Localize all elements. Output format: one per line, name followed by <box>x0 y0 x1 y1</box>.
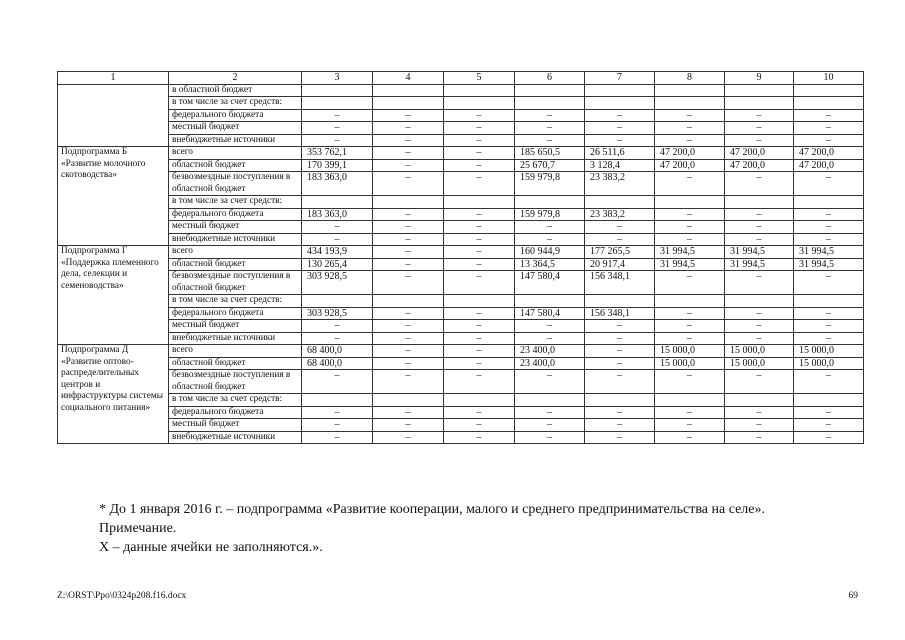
table-cell: – <box>725 233 794 246</box>
table-cell: – <box>585 221 655 234</box>
table-cell: – <box>585 406 655 419</box>
column-header: 9 <box>725 72 794 85</box>
table-row <box>58 320 864 333</box>
table-cell <box>794 97 864 110</box>
row-label: федерального бюджета <box>169 406 302 419</box>
row-label: в том числе за счет средств: <box>169 97 302 110</box>
row-label: федерального бюджета <box>169 208 302 221</box>
table-cell: – <box>302 332 373 345</box>
table-cell <box>725 196 794 209</box>
row-label: всего <box>169 345 302 358</box>
table-cell: 156 348,1 <box>585 307 655 320</box>
table-cell: – <box>515 233 585 246</box>
table-cell: 23 383,2 <box>585 208 655 221</box>
table-cell: 160 944,9 <box>515 246 585 259</box>
row-label: местный бюджет <box>169 221 302 234</box>
subprogram-title: Подпрограмма Д «Развитие оптово-распределительных центров и инфраструктуры системы социального питания» <box>58 345 169 444</box>
table-cell: – <box>794 431 864 444</box>
table-cell: – <box>302 134 373 147</box>
table-cell: 68 400,0 <box>302 357 373 370</box>
table-row <box>58 172 864 196</box>
table-cell: 156 348,1 <box>585 271 655 295</box>
table-cell <box>444 196 515 209</box>
table-cell: – <box>515 419 585 432</box>
table-cell: 15 000,0 <box>655 357 725 370</box>
row-label: федерального бюджета <box>169 109 302 122</box>
table-cell: – <box>794 221 864 234</box>
table-row <box>58 370 864 394</box>
column-header: 7 <box>585 72 655 85</box>
table-cell: 434 193,9 <box>302 246 373 259</box>
table-cell: – <box>794 233 864 246</box>
table-cell: – <box>302 122 373 135</box>
row-label: безвозмездные поступления в областной бюджет <box>169 370 302 394</box>
table-cell <box>515 295 585 308</box>
table-cell: 31 994,5 <box>794 258 864 271</box>
table-cell: – <box>373 246 444 259</box>
table-cell: – <box>302 320 373 333</box>
row-label: в областной бюджет <box>169 84 302 97</box>
table-cell: – <box>373 221 444 234</box>
table-cell: – <box>515 406 585 419</box>
table-cell: 25 670,7 <box>515 159 585 172</box>
table-cell: – <box>655 122 725 135</box>
table-cell: – <box>585 370 655 394</box>
table-cell: – <box>655 406 725 419</box>
table-cell: – <box>444 406 515 419</box>
table-cell <box>373 394 444 407</box>
table-cell: – <box>373 345 444 358</box>
table-cell: 183 363,0 <box>302 208 373 221</box>
table-cell: – <box>655 307 725 320</box>
row-label: областной бюджет <box>169 159 302 172</box>
table-cell: – <box>373 147 444 160</box>
table-cell: – <box>373 307 444 320</box>
table-cell: – <box>725 332 794 345</box>
table-cell: 47 200,0 <box>655 147 725 160</box>
table-row <box>58 332 864 345</box>
table-cell: 170 399,1 <box>302 159 373 172</box>
table-cell: – <box>655 271 725 295</box>
table-cell: 303 928,5 <box>302 271 373 295</box>
table-cell: – <box>794 307 864 320</box>
table-cell: – <box>373 370 444 394</box>
table-cell <box>794 295 864 308</box>
table-cell: – <box>725 320 794 333</box>
column-header: 2 <box>169 72 302 85</box>
table-cell <box>515 196 585 209</box>
table-cell: 47 200,0 <box>725 147 794 160</box>
row-label: всего <box>169 246 302 259</box>
table-cell: – <box>444 159 515 172</box>
table-cell <box>655 97 725 110</box>
table-cell: – <box>302 370 373 394</box>
table-cell <box>444 394 515 407</box>
table-cell: – <box>373 406 444 419</box>
row-label: федерального бюджета <box>169 307 302 320</box>
table-cell: 68 400,0 <box>302 345 373 358</box>
table-cell: – <box>655 109 725 122</box>
table-cell: – <box>655 332 725 345</box>
table-row <box>58 208 864 221</box>
table-cell <box>373 295 444 308</box>
table-cell: – <box>725 419 794 432</box>
page-number: 69 <box>848 591 858 601</box>
table-cell: – <box>444 370 515 394</box>
table-cell: – <box>725 109 794 122</box>
column-header: 3 <box>302 72 373 85</box>
subprogram-title: Подпрограмма Г «Поддержка племенного дела, селекции и семеноводства» <box>58 246 169 345</box>
table-cell: – <box>444 258 515 271</box>
table-cell: – <box>444 246 515 259</box>
table-cell: – <box>725 370 794 394</box>
table-cell: – <box>655 172 725 196</box>
table-cell: – <box>794 208 864 221</box>
table-cell <box>655 295 725 308</box>
table-cell: 26 511,6 <box>585 147 655 160</box>
table-cell: – <box>302 109 373 122</box>
table-cell: – <box>794 370 864 394</box>
table-row <box>58 109 864 122</box>
subprogram-title: Подпрограмма Б «Развитие молочного скотоводства» <box>58 147 169 246</box>
table-cell: – <box>373 357 444 370</box>
table-cell <box>515 97 585 110</box>
table-row <box>58 221 864 234</box>
table-cell: – <box>444 271 515 295</box>
row-label: в том числе за счет средств: <box>169 295 302 308</box>
table-cell <box>794 84 864 97</box>
table-cell: – <box>794 271 864 295</box>
column-header: 1 <box>58 72 169 85</box>
table-cell <box>655 394 725 407</box>
table-cell: – <box>373 431 444 444</box>
footnotes <box>99 500 859 557</box>
table-cell: 183 363,0 <box>302 172 373 196</box>
row-label: в том числе за счет средств: <box>169 394 302 407</box>
table-cell: – <box>373 271 444 295</box>
table-cell: – <box>373 233 444 246</box>
table-row <box>58 233 864 246</box>
table-cell: – <box>515 109 585 122</box>
table-cell: – <box>444 431 515 444</box>
table-cell: – <box>302 419 373 432</box>
table-row <box>58 196 864 209</box>
table-cell: – <box>444 345 515 358</box>
table-cell: – <box>725 271 794 295</box>
table-cell: – <box>585 419 655 432</box>
table-cell: – <box>444 357 515 370</box>
column-header: 4 <box>373 72 444 85</box>
row-label: внебюджетные источники <box>169 134 302 147</box>
budget-table <box>57 71 864 444</box>
table-cell: – <box>794 172 864 196</box>
row-label: безвозмездные поступления в областной бюджет <box>169 271 302 295</box>
table-cell: 31 994,5 <box>655 258 725 271</box>
column-header: 8 <box>655 72 725 85</box>
table-cell <box>302 97 373 110</box>
table-cell <box>515 84 585 97</box>
table-cell: 13 364,5 <box>515 258 585 271</box>
table-row <box>58 271 864 295</box>
table-cell: 31 994,5 <box>725 246 794 259</box>
table-row <box>58 159 864 172</box>
table-cell <box>302 295 373 308</box>
table-row <box>58 97 864 110</box>
table-cell: – <box>585 134 655 147</box>
table-cell: – <box>373 122 444 135</box>
table-cell: – <box>794 419 864 432</box>
table-cell: – <box>794 109 864 122</box>
table-cell <box>585 295 655 308</box>
table-cell: – <box>373 258 444 271</box>
table-cell: – <box>515 332 585 345</box>
table-cell: – <box>444 172 515 196</box>
row-label: безвозмездные поступления в областной бюджет <box>169 172 302 196</box>
table-cell: – <box>725 208 794 221</box>
row-label: местный бюджет <box>169 122 302 135</box>
table-cell: – <box>515 320 585 333</box>
table-cell: – <box>655 221 725 234</box>
column-header: 10 <box>794 72 864 85</box>
table-cell <box>444 97 515 110</box>
table-cell: – <box>725 172 794 196</box>
table-cell: 15 000,0 <box>725 345 794 358</box>
table-cell: – <box>444 122 515 135</box>
table-row <box>58 431 864 444</box>
table-cell: – <box>515 134 585 147</box>
table-cell <box>302 394 373 407</box>
table-row <box>58 357 864 370</box>
table-cell: – <box>444 419 515 432</box>
table-cell: 3 128,4 <box>585 159 655 172</box>
table-row <box>58 307 864 320</box>
table-cell: – <box>725 406 794 419</box>
table-cell: 31 994,5 <box>725 258 794 271</box>
table-cell: – <box>302 233 373 246</box>
table-cell: – <box>444 147 515 160</box>
table-cell: 31 994,5 <box>794 246 864 259</box>
table-row <box>58 246 864 259</box>
column-header: 5 <box>444 72 515 85</box>
table-cell: – <box>655 419 725 432</box>
table-cell <box>302 84 373 97</box>
table-cell: 23 383,2 <box>585 172 655 196</box>
table-cell: 303 928,5 <box>302 307 373 320</box>
table-cell <box>585 196 655 209</box>
note-text: Х – данные ячейки не заполняются.». <box>99 540 323 555</box>
table-cell: 31 994,5 <box>655 246 725 259</box>
table-cell: – <box>794 320 864 333</box>
footnote-asterisk: * До 1 января 2016 г. – подпрограмма «Развитие кооперации, малого и среднего предпринимательства на селе». <box>99 502 766 517</box>
table-cell <box>373 84 444 97</box>
row-label: внебюджетные источники <box>169 332 302 345</box>
table-cell: – <box>585 332 655 345</box>
table-cell: – <box>373 159 444 172</box>
table-cell: 353 762,1 <box>302 147 373 160</box>
header-row <box>58 72 864 85</box>
table-cell: – <box>794 134 864 147</box>
table-row <box>58 295 864 308</box>
table-cell: – <box>655 208 725 221</box>
table-cell: – <box>655 431 725 444</box>
table-cell: – <box>373 419 444 432</box>
row-label: местный бюджет <box>169 419 302 432</box>
table-cell <box>725 295 794 308</box>
table-cell: – <box>655 370 725 394</box>
table-cell: – <box>444 320 515 333</box>
table-row <box>58 84 864 97</box>
table-row <box>58 394 864 407</box>
table-cell: – <box>725 134 794 147</box>
table-cell: – <box>373 134 444 147</box>
table-cell: 47 200,0 <box>794 159 864 172</box>
table-cell: – <box>585 109 655 122</box>
table-cell <box>585 394 655 407</box>
table-cell: – <box>444 233 515 246</box>
table-cell <box>725 84 794 97</box>
table-cell: 15 000,0 <box>655 345 725 358</box>
table-cell: – <box>515 370 585 394</box>
table-cell: – <box>444 332 515 345</box>
table-cell: – <box>725 122 794 135</box>
table-cell: 159 979,8 <box>515 172 585 196</box>
table-cell: – <box>373 172 444 196</box>
table-cell: – <box>794 406 864 419</box>
table-cell <box>794 394 864 407</box>
table-cell <box>725 394 794 407</box>
table-cell: – <box>655 233 725 246</box>
row-label: внебюджетные источники <box>169 431 302 444</box>
table-cell: 47 200,0 <box>725 159 794 172</box>
table-cell: 147 580,4 <box>515 307 585 320</box>
file-path: Z:\ORST\Ppo\0324p208.f16.docx <box>57 591 187 601</box>
table-cell: – <box>515 431 585 444</box>
table-cell: 147 580,4 <box>515 271 585 295</box>
table-cell: – <box>725 221 794 234</box>
table-cell: – <box>515 221 585 234</box>
table-cell: – <box>585 122 655 135</box>
table-cell: – <box>585 431 655 444</box>
table-cell <box>302 196 373 209</box>
table-cell: – <box>373 208 444 221</box>
table-cell <box>655 196 725 209</box>
table-cell: 20 917,4 <box>585 258 655 271</box>
table-row <box>58 134 864 147</box>
table-cell <box>585 97 655 110</box>
subprogram-title <box>58 84 169 147</box>
table-cell <box>373 196 444 209</box>
table-cell: 23 400,0 <box>515 345 585 358</box>
table-cell: 15 000,0 <box>794 345 864 358</box>
row-label: областной бюджет <box>169 357 302 370</box>
table-cell: – <box>585 345 655 358</box>
table-cell: – <box>373 109 444 122</box>
table-cell: – <box>444 134 515 147</box>
table-cell <box>373 97 444 110</box>
note-heading: Примечание. <box>99 521 177 536</box>
table-row <box>58 122 864 135</box>
table-cell: – <box>444 221 515 234</box>
table-cell: 159 979,8 <box>515 208 585 221</box>
table-cell: – <box>373 320 444 333</box>
row-label: местный бюджет <box>169 320 302 333</box>
table-cell <box>794 196 864 209</box>
table-cell: 47 200,0 <box>655 159 725 172</box>
table-cell: – <box>373 332 444 345</box>
table-cell: – <box>302 221 373 234</box>
row-label: всего <box>169 147 302 160</box>
table-cell <box>655 84 725 97</box>
table-cell: – <box>655 134 725 147</box>
table-cell: – <box>302 406 373 419</box>
table-cell: – <box>794 122 864 135</box>
table-row <box>58 345 864 358</box>
table-row <box>58 147 864 160</box>
table-row <box>58 419 864 432</box>
table-cell: – <box>515 122 585 135</box>
table-cell: 23 400,0 <box>515 357 585 370</box>
table-cell: – <box>655 320 725 333</box>
row-label: областной бюджет <box>169 258 302 271</box>
row-label: внебюджетные источники <box>169 233 302 246</box>
table-cell: – <box>725 431 794 444</box>
column-header: 6 <box>515 72 585 85</box>
table-cell: 15 000,0 <box>794 357 864 370</box>
table-cell <box>444 84 515 97</box>
table-cell <box>515 394 585 407</box>
table-cell: 185 650,5 <box>515 147 585 160</box>
table-cell: – <box>444 208 515 221</box>
table-cell: 15 000,0 <box>725 357 794 370</box>
table-cell: – <box>444 307 515 320</box>
table-cell: 130 265,4 <box>302 258 373 271</box>
table-cell: – <box>444 109 515 122</box>
table-cell <box>585 84 655 97</box>
table-cell: – <box>585 357 655 370</box>
table-row <box>58 406 864 419</box>
table-row <box>58 258 864 271</box>
table-cell: – <box>725 307 794 320</box>
table-cell: – <box>302 431 373 444</box>
table-cell <box>725 97 794 110</box>
table-cell: – <box>585 233 655 246</box>
table-cell: – <box>585 320 655 333</box>
table-cell: 177 265,5 <box>585 246 655 259</box>
table-cell <box>444 295 515 308</box>
table-cell: – <box>794 332 864 345</box>
table-cell: 47 200,0 <box>794 147 864 160</box>
row-label: в том числе за счет средств: <box>169 196 302 209</box>
